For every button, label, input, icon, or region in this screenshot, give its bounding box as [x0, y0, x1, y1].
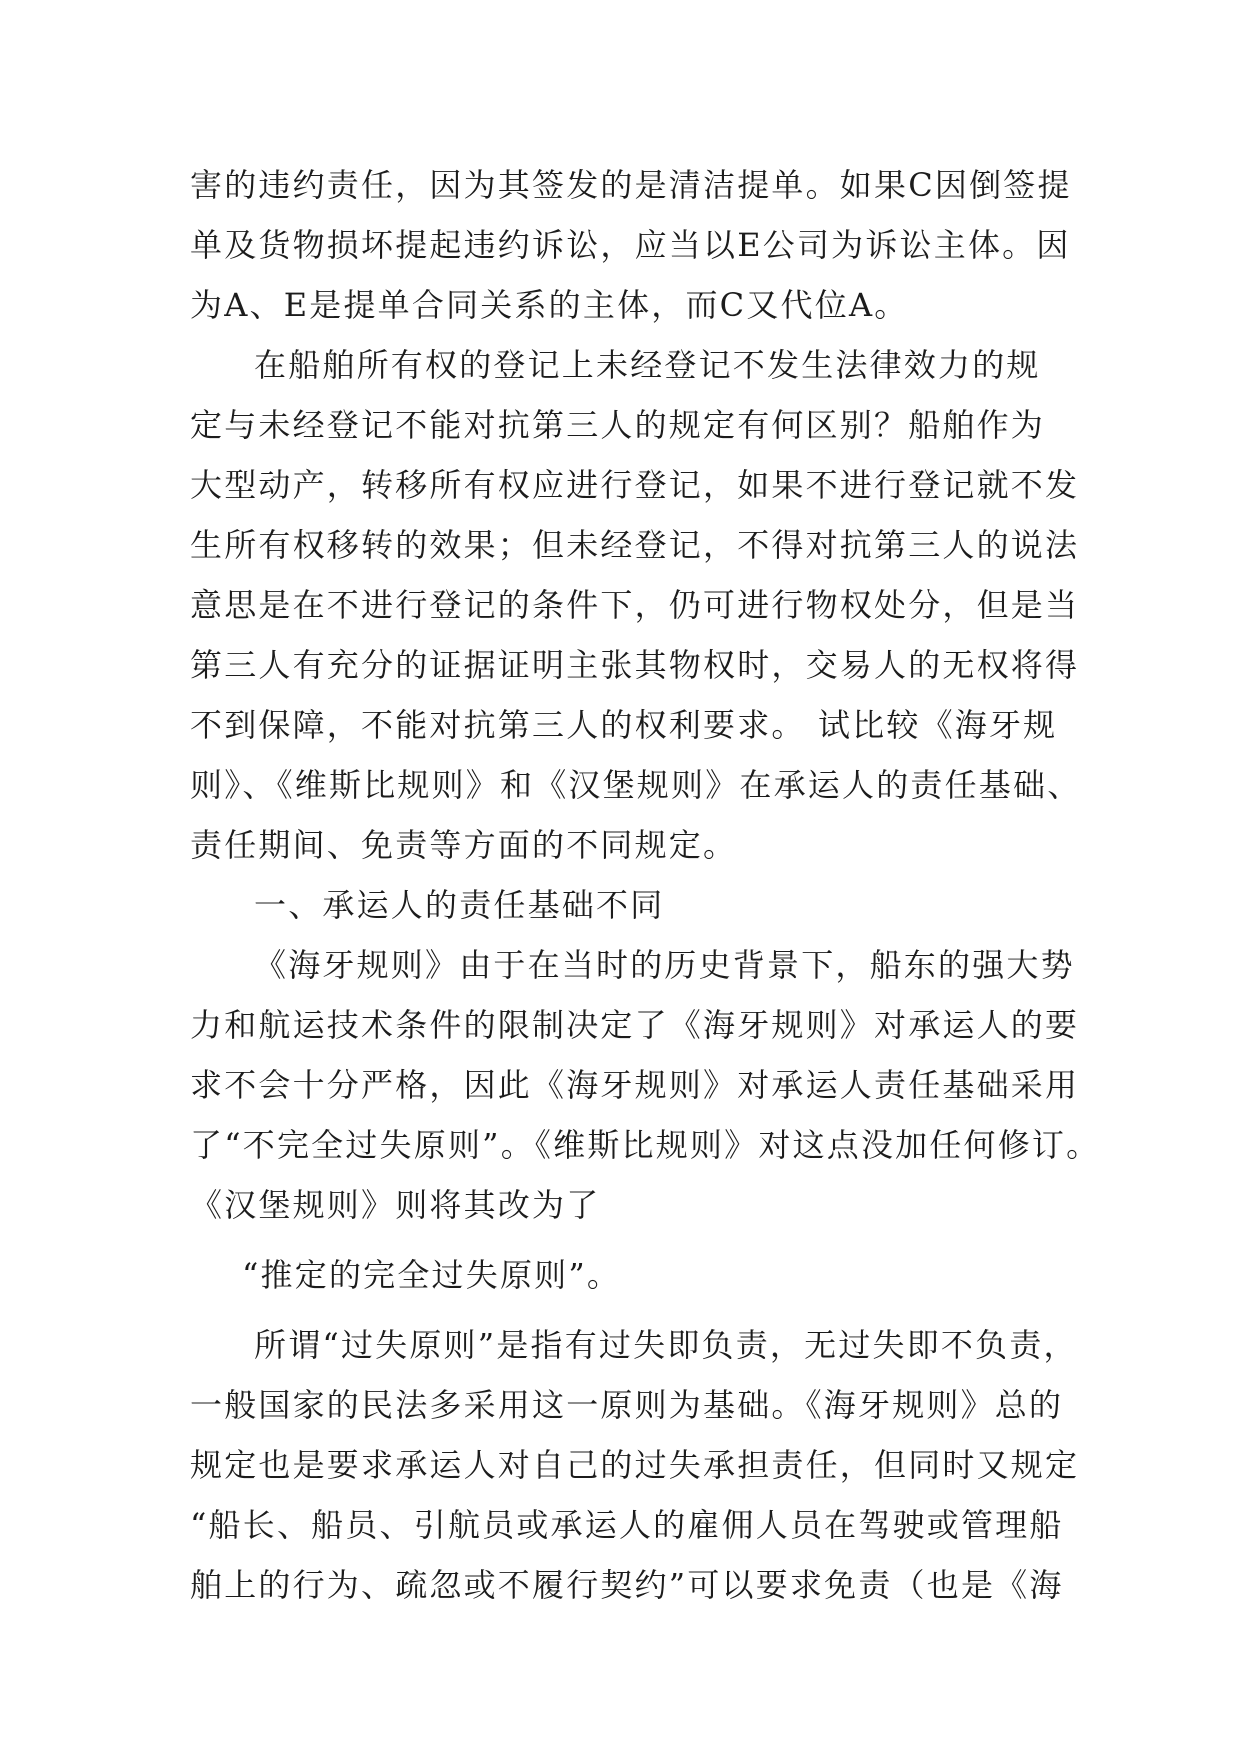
text-line: 生所有权移转的效果；但未经登记，不得对抗第三人的说法 [190, 526, 1080, 564]
text-line: 不到保障，不能对抗第三人的权利要求。 试比较《海牙规 [190, 706, 1058, 744]
section-heading: 一、承运人的责任基础不同 [254, 886, 665, 924]
paragraph-first-line: 在船舶所有权的登记上未经登记不发生法律效力的规 [254, 346, 1041, 384]
text-line: 为A、E是提单合同关系的主体，而C又代位A。 [190, 286, 909, 324]
body-text [190, 155, 1101, 1615]
text-line: 单及货物损坏提起违约诉讼，应当以E公司为诉讼主体。因 [190, 226, 1071, 264]
text-line: 求不会十分严格，因此《海牙规则》对承运人责任基础采用 [190, 1066, 1080, 1104]
text-line: 舶上的行为、疏忽或不履行契约”可以要求免责（也是《海 [190, 1566, 1064, 1604]
text-line: 了“不完全过失原则”。《维斯比规则》对这点没加任何修订。 [190, 1126, 1101, 1164]
text-line: 则》、《维斯比规则》和《汉堡规则》在承运人的责任基础、 [190, 766, 1082, 804]
text-line: 定与未经登记不能对抗第三人的规定有何区别？船舶作为 [190, 406, 1046, 444]
paragraph-first-line: 所谓“过失原则”是指有过失即负责，无过失即不负责， [254, 1326, 1078, 1364]
text-line: “船长、船员、引航员或承运人的雇佣人员在驾驶或管理船 [190, 1506, 1064, 1544]
text-line: 规定也是要求承运人对自己的过失承担责任，但同时又规定 [190, 1446, 1080, 1484]
text-line: 害的违约责任，因为其签发的是清洁提单。如果C因倒签提 [190, 166, 1072, 204]
text-line: 力和航运技术条件的限制决定了《海牙规则》对承运人的要 [190, 1006, 1080, 1044]
quoted-line: “推定的完全过失原则”。 [242, 1256, 622, 1294]
paragraph-first-line: 《海牙规则》由于在当时的历史背景下，船东的强大势 [254, 946, 1075, 984]
text-line: 第三人有充分的证据证明主张其物权时，交易人的无权将得 [190, 646, 1080, 684]
text-line: 一般国家的民法多采用这一原则为基础。《海牙规则》总的 [190, 1386, 1064, 1424]
text-line: 责任期间、免责等方面的不同规定。 [190, 826, 738, 864]
text-line: 《汉堡规则》则将其改为了 [190, 1186, 601, 1224]
text-line: 意思是在不进行登记的条件下，仍可进行物权处分，但是当 [190, 586, 1080, 624]
text-line: 大型动产，转移所有权应进行登记，如果不进行登记就不发 [190, 466, 1080, 504]
